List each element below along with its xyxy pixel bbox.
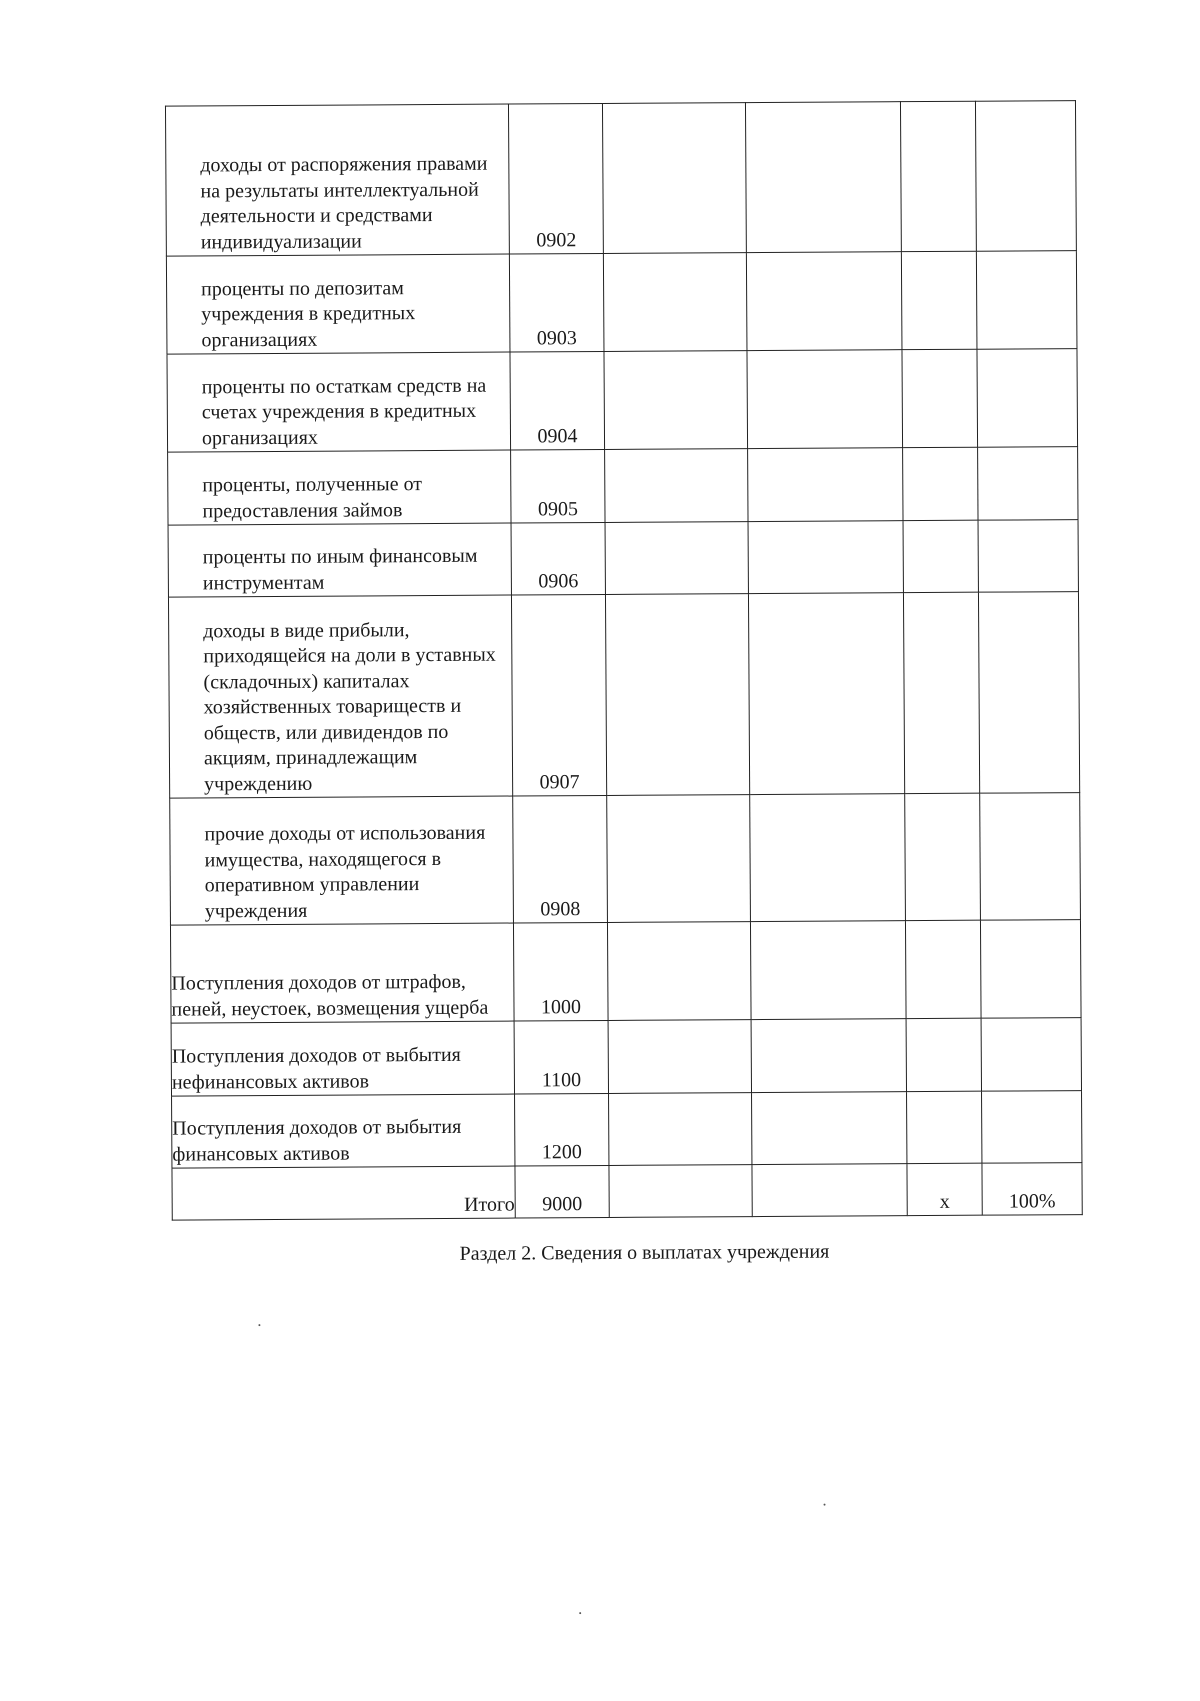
row-cell-5 xyxy=(907,1091,982,1163)
row-cell-3 xyxy=(605,449,748,523)
row-cell-6 xyxy=(978,447,1078,521)
row-cell-5 xyxy=(905,920,981,1018)
table-row xyxy=(168,447,1078,526)
income-table xyxy=(165,100,1083,1221)
row-cell-5 xyxy=(903,447,978,520)
row-cell-4 xyxy=(751,1019,906,1093)
row-cell-4 xyxy=(745,102,901,253)
row-code: 1200 xyxy=(515,1093,609,1166)
row-cell-3 xyxy=(605,594,749,796)
row-name: доходы в виде прибыли, приходящейся на доли в уставных (складочных) капиталах хозяйственных товариществ и обществ, или дивидендов по акциям, принадлежащим учреждению xyxy=(168,595,512,798)
table-row xyxy=(168,592,1079,799)
row-name: проценты по остаткам средств на счетах учреждения в кредитных организациях xyxy=(167,352,511,452)
total-cell-3 xyxy=(609,1165,752,1218)
row-cell-6 xyxy=(975,101,1076,252)
scan-speck xyxy=(824,1504,826,1506)
row-cell-6 xyxy=(978,592,1079,794)
total-code: 9000 xyxy=(515,1165,609,1218)
total-cell-6: 100% xyxy=(982,1163,1082,1216)
row-cell-6 xyxy=(982,1091,1082,1164)
row-name: Поступления доходов от штрафов, пеней, неустоек, возмещения ущерба xyxy=(170,923,514,1023)
row-cell-4 xyxy=(750,921,906,1020)
table-row xyxy=(172,1091,1082,1169)
row-cell-5 xyxy=(906,1018,981,1091)
row-name: проценты по иным финансовым инструментам xyxy=(168,523,511,597)
row-name: доходы от распоряжения правами на результаты интеллектуальной деятельности и средствами индивидуализации xyxy=(165,104,509,256)
table-row xyxy=(170,920,1081,1024)
row-cell-6 xyxy=(980,793,1081,921)
section-title: Раздел 2. Сведения о выплатах учреждения xyxy=(459,1240,830,1265)
scan-speck xyxy=(579,1612,581,1614)
total-row xyxy=(172,1163,1082,1221)
row-code: 0908 xyxy=(513,795,608,923)
row-cell-6 xyxy=(977,349,1078,448)
total-cell-5: x xyxy=(907,1163,982,1215)
row-cell-5 xyxy=(903,592,979,793)
row-name: Поступления доходов от выбытия нефинансовых активов xyxy=(171,1021,514,1096)
row-cell-3 xyxy=(607,922,751,1021)
row-cell-5 xyxy=(901,251,977,349)
row-cell-3 xyxy=(609,1093,752,1166)
row-cell-4 xyxy=(750,794,906,922)
row-cell-6 xyxy=(976,251,1077,350)
row-cell-5 xyxy=(903,520,978,592)
total-label: Итого xyxy=(172,1166,515,1220)
row-cell-3 xyxy=(603,253,747,352)
row-cell-4 xyxy=(748,521,903,594)
table-row xyxy=(171,1018,1081,1097)
table-row xyxy=(166,251,1077,355)
row-code: 0906 xyxy=(511,522,605,595)
row-code: 0907 xyxy=(511,594,606,796)
table-row xyxy=(165,101,1076,257)
row-name: проценты по депозитам учреждения в кредитных организациях xyxy=(166,254,510,354)
row-cell-6 xyxy=(978,520,1078,593)
row-cell-3 xyxy=(608,1020,751,1094)
scan-speck xyxy=(258,1324,260,1326)
row-cell-4 xyxy=(748,448,903,522)
table-row xyxy=(167,349,1078,453)
row-code: 0902 xyxy=(508,103,603,254)
row-cell-3 xyxy=(604,351,748,450)
row-cell-5 xyxy=(905,793,981,920)
row-name: прочие доходы от использования имущества, находящегося в оперативном управлении учреждения xyxy=(170,796,514,925)
table-row xyxy=(170,793,1081,926)
row-cell-6 xyxy=(981,1018,1081,1092)
row-cell-4 xyxy=(747,350,903,449)
row-cell-5 xyxy=(900,101,976,251)
row-code: 1000 xyxy=(513,922,608,1021)
row-name: Поступления доходов от выбытия финансовых активов xyxy=(172,1094,515,1168)
row-cell-3 xyxy=(602,103,746,254)
total-cell-4 xyxy=(752,1164,907,1217)
row-cell-3 xyxy=(605,522,748,595)
row-code: 1100 xyxy=(514,1020,608,1094)
table-row xyxy=(168,520,1078,598)
row-cell-4 xyxy=(752,1092,907,1165)
row-code: 0905 xyxy=(511,449,605,523)
income-table-body xyxy=(165,101,1082,1221)
row-cell-4 xyxy=(746,252,902,351)
row-cell-5 xyxy=(902,349,978,447)
row-code: 0903 xyxy=(509,253,604,352)
row-code: 0904 xyxy=(510,351,605,450)
row-cell-6 xyxy=(980,920,1081,1019)
row-cell-4 xyxy=(748,593,904,795)
row-name: проценты, полученные от предоставления займов xyxy=(168,450,511,525)
row-cell-3 xyxy=(607,795,751,923)
